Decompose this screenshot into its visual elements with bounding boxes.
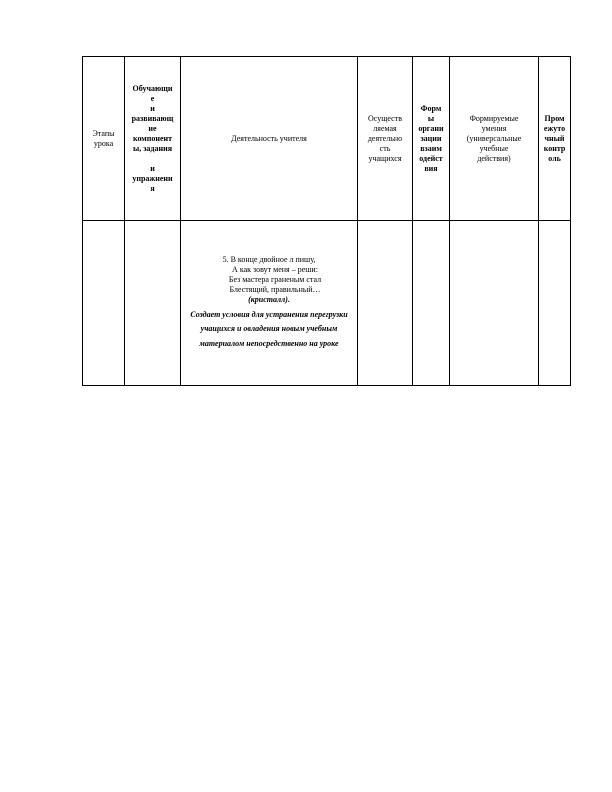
header-control-line: ежуто: [543, 123, 566, 133]
header-student-activity-line: деятельно: [367, 133, 403, 143]
header-forms-line: вия: [424, 163, 438, 173]
riddle-answer: (кристалл).: [248, 294, 290, 304]
header-components-line: е: [150, 93, 155, 103]
header-skills: [450, 57, 539, 221]
cell-student-activity-empty: [358, 221, 413, 386]
table-row: [83, 221, 571, 386]
header-student-activity: [358, 57, 413, 221]
header-components-line: и: [150, 103, 155, 113]
header-components-line: ы, задания: [132, 143, 173, 153]
header-teacher-activity: Деятельность учителя: [181, 57, 358, 221]
riddle-line: Блестящий, правильный…: [229, 284, 321, 294]
header-skills-line: действия): [477, 153, 511, 163]
header-student-activity-line: Осуществ: [368, 113, 402, 123]
cell-control-empty: [539, 221, 571, 386]
header-skills-line: Формируемые: [469, 113, 519, 123]
header-forms-line: зации: [420, 133, 442, 143]
header-forms-line: ы: [427, 113, 435, 123]
header-components-line: развивающ: [131, 113, 174, 123]
header-skills-line: (универсальные: [466, 133, 522, 143]
header-student-activity-line: ляемая: [373, 123, 397, 133]
lesson-plan-table: [82, 56, 571, 386]
header-components-line: Обучающи: [132, 83, 173, 93]
header-components-line: упражнени: [132, 173, 173, 183]
header-student-activity-line: сть: [379, 143, 391, 153]
cell-teacher-activity: [181, 221, 358, 386]
header-components-gap: [126, 154, 179, 164]
header-row: [83, 57, 571, 221]
header-control-line: оль: [548, 153, 561, 163]
header-components-line: компонент: [132, 133, 173, 143]
header-forms-line: взаим: [420, 143, 442, 153]
header-student-activity-line: учащихся: [368, 153, 402, 163]
header-stages-line: Этапы: [92, 128, 115, 138]
header-forms: [413, 57, 450, 221]
header-stages: [83, 57, 125, 221]
header-skills-line: учебные: [479, 143, 509, 153]
header-components: [125, 57, 181, 221]
header-forms-line: одейст: [419, 153, 443, 163]
header-components-line: ие: [148, 123, 157, 133]
header-control-line: Пром: [544, 113, 565, 123]
cell-stages-empty: [83, 221, 125, 386]
header-skills-line: умения: [481, 123, 507, 133]
riddle-line: 5. В конце двойное л пишу,: [222, 254, 316, 264]
riddle-line: А как зовут меня – реши:: [232, 264, 318, 274]
header-forms-line: органи: [418, 123, 444, 133]
teacher-note: Создает условия для устранения перегрузки учащихся и овладения новым учебным материалом непосредственно на уроке: [190, 309, 348, 348]
cell-skills-empty: [450, 221, 539, 386]
cell-components-empty: [125, 221, 181, 386]
header-control-line: чный: [544, 133, 565, 143]
cell-forms-empty: [413, 221, 450, 386]
header-stages-line: урока: [93, 138, 114, 148]
header-components-line: я: [150, 183, 155, 193]
header-control-line: контр: [543, 143, 566, 153]
header-control: [539, 57, 571, 221]
header-forms-line: Форм: [420, 103, 442, 113]
riddle-line: Без мастера граненым стал: [228, 274, 322, 284]
header-components-line: и: [150, 163, 155, 173]
